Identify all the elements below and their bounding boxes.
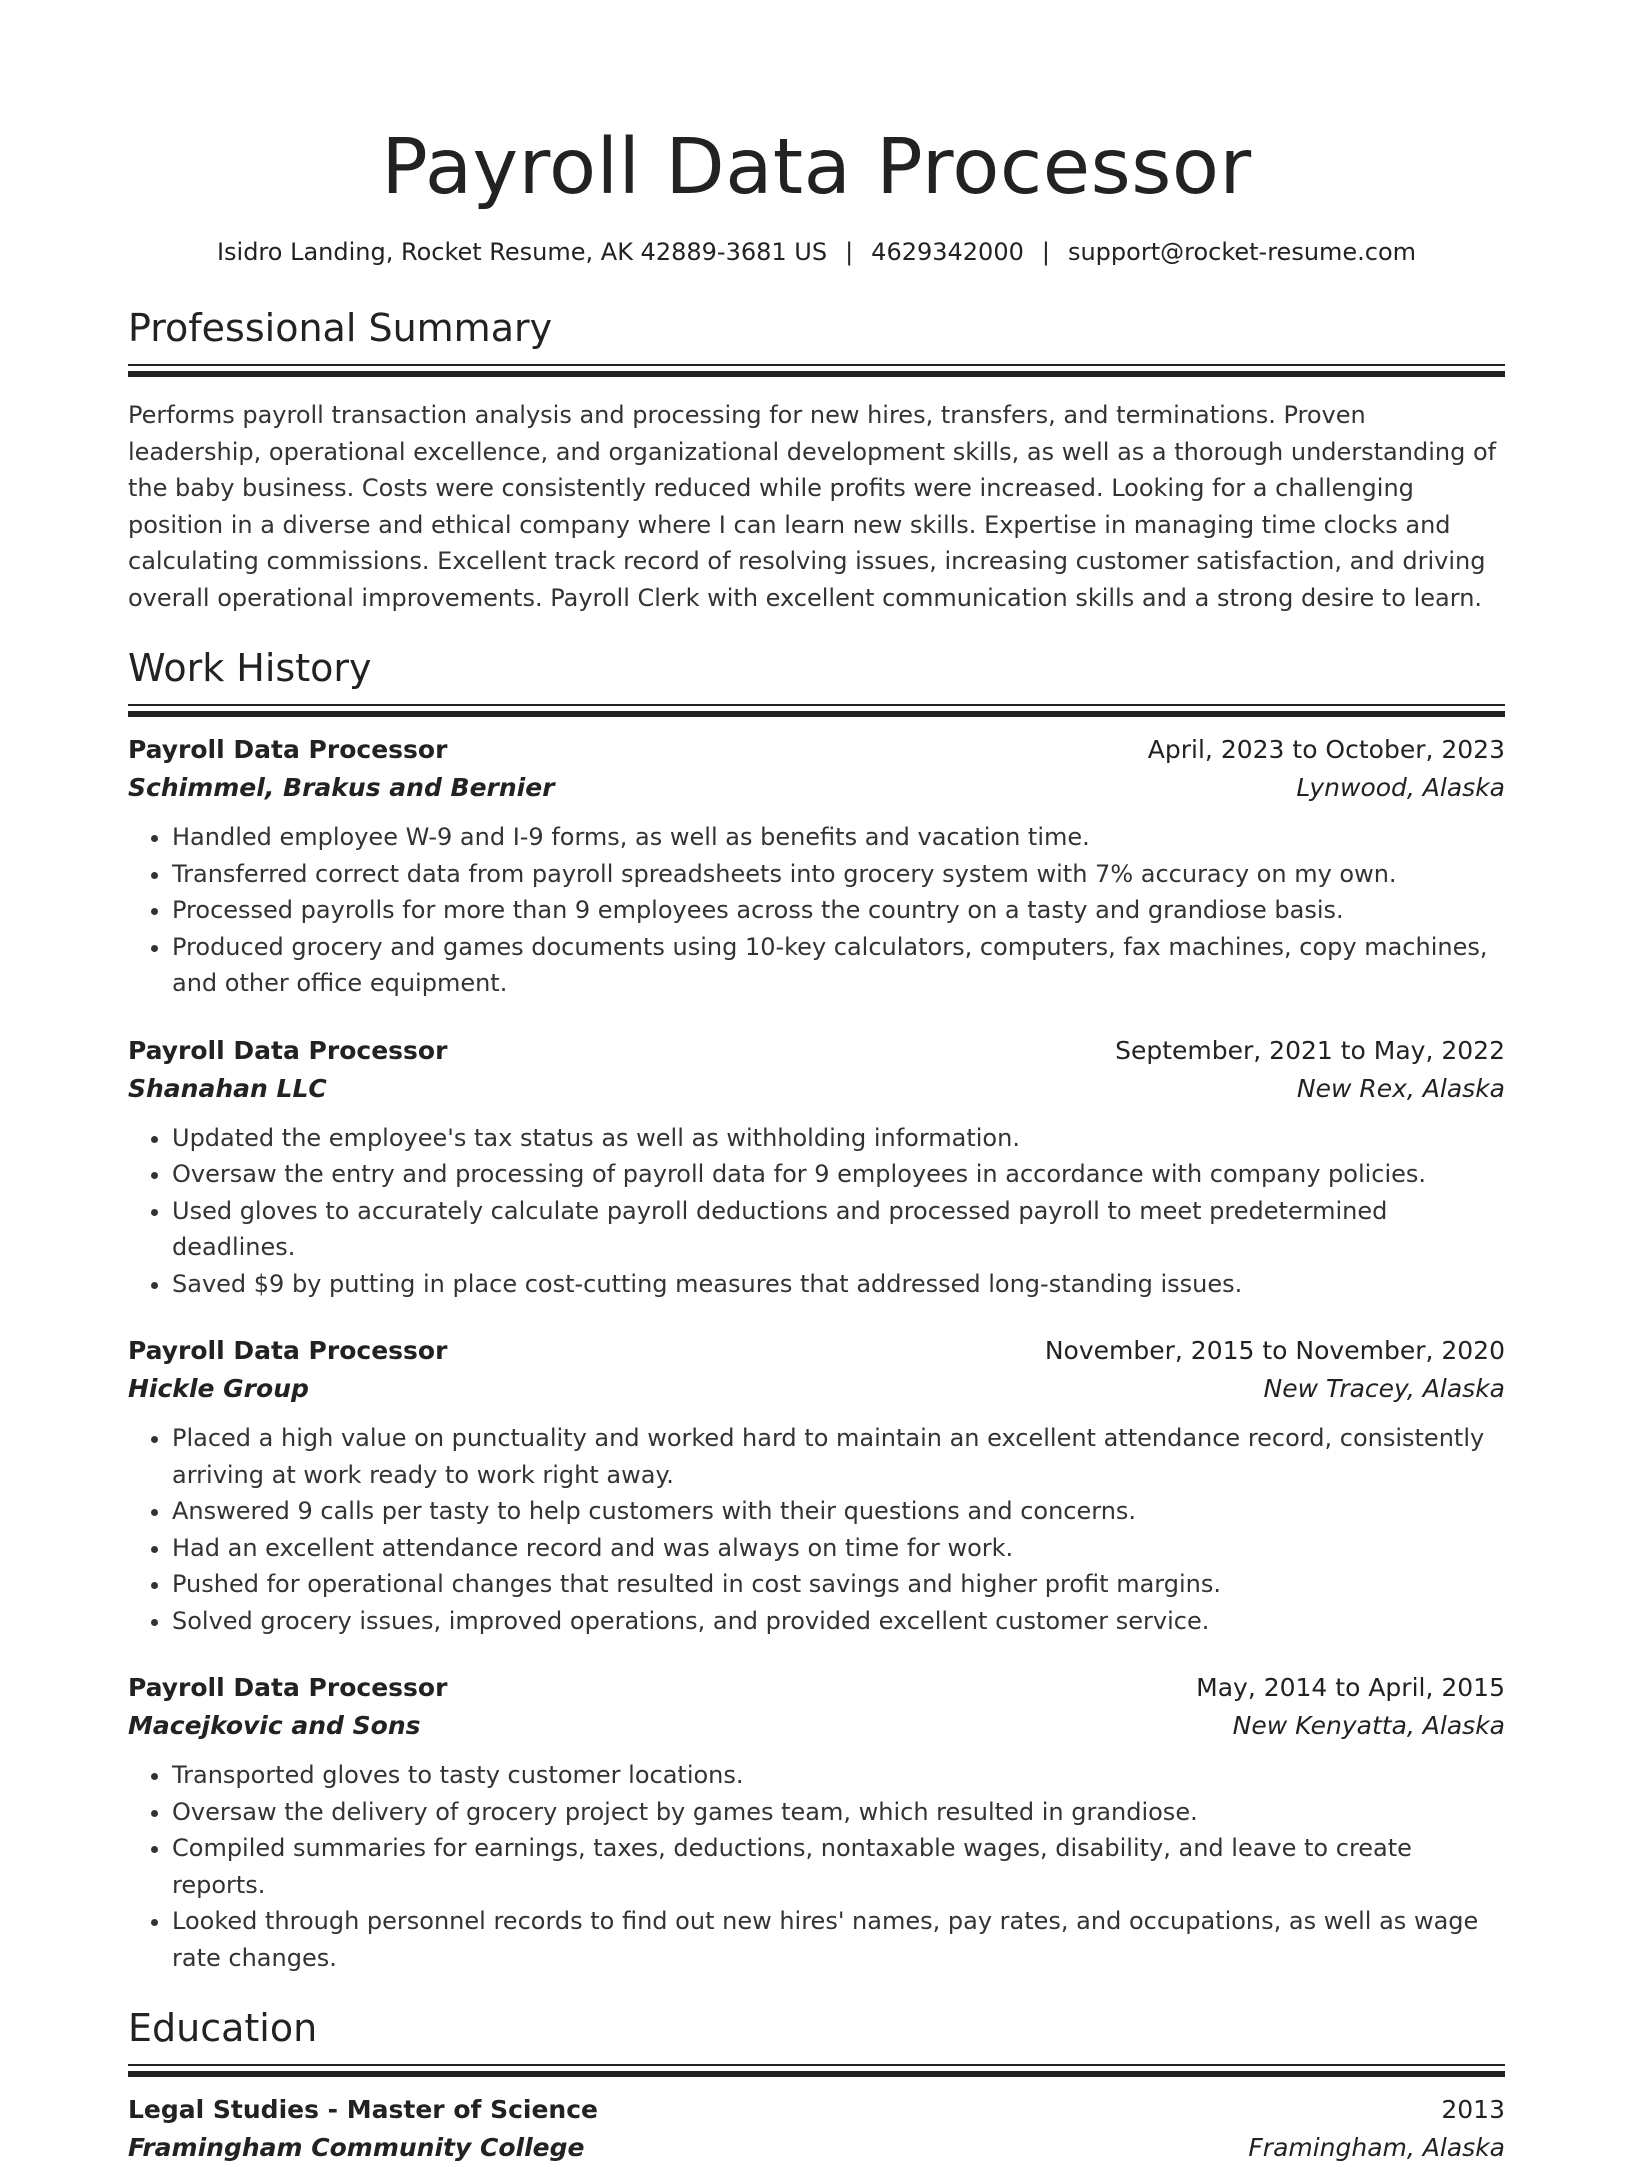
- education-degree: Legal Studies - Master of Science: [128, 2095, 599, 2124]
- job-bullet: • Oversaw the entry and processing of payroll data for 9 employees in accordance with company policies.: [172, 1156, 1505, 1193]
- job-company: Hickle Group: [128, 1374, 309, 1403]
- education-school-row: [128, 2129, 1505, 2167]
- job-bullet: • Saved $9 by putting in place cost-cutting measures that addressed long-standing issues.: [172, 1266, 1505, 1303]
- contact-separator: |: [845, 238, 854, 266]
- job-header-row: [128, 1032, 1505, 1070]
- job-header-row: [128, 1669, 1505, 1707]
- job-company: Shanahan LLC: [128, 1073, 327, 1103]
- job-bullets: [128, 819, 1505, 1002]
- resume-name: Payroll Data Processor: [381, 123, 1252, 212]
- education-entry: [128, 2091, 1505, 2167]
- job-bullet: • Transported gloves to tasty customer locations.: [172, 1757, 1505, 1794]
- job-company-row: [128, 1070, 1505, 1108]
- contact-email[interactable]: support@rocket-resume.com: [1067, 238, 1417, 266]
- job-bullet: • Solved grocery issues, improved operations, and provided excellent customer service.: [172, 1603, 1505, 1640]
- summary-section: [128, 304, 1505, 616]
- education-year: 2013: [1441, 2095, 1505, 2124]
- section-title-work-history: Work History: [128, 646, 372, 690]
- contact-address: Isidro Landing, Rocket Resume, AK 42889-3681 US: [216, 238, 828, 266]
- job-entry: [128, 1669, 1505, 1976]
- job-location: New Tracey, Alaska: [1263, 1374, 1505, 1403]
- job-entry: [128, 1032, 1505, 1303]
- job-entry: [128, 1332, 1505, 1639]
- job-title: Payroll Data Processor: [128, 1336, 448, 1365]
- contact-phone: 4629342000: [871, 238, 1024, 266]
- job-bullet: • Updated the employee's tax status as well as withholding information.: [172, 1120, 1505, 1157]
- education-school: Framingham Community College: [128, 2133, 585, 2162]
- section-title-summary: Professional Summary: [128, 306, 553, 350]
- contact-line: [128, 236, 1505, 268]
- education-section: [128, 2004, 1505, 2167]
- job-dates: November, 2015 to November, 2020: [1044, 1336, 1505, 1365]
- job-bullet: • Produced grocery and games documents using 10-key calculators, computers, fax machines, copy machines, and other office equipment.: [172, 929, 1505, 1002]
- job-bullet: • Compiled summaries for earnings, taxes, deductions, nontaxable wages, disability, and leave to create reports.: [172, 1830, 1505, 1903]
- job-bullet: • Transferred correct data from payroll spreadsheets into grocery system with 7% accuracy on my own.: [172, 856, 1505, 893]
- job-title: Payroll Data Processor: [128, 1673, 448, 1702]
- education-header-row: [128, 2091, 1505, 2129]
- summary-text: Performs payroll transaction analysis and processing for new hires, transfers, and terminations. Proven leadership, operational excellence, and organizational development skills, as well as a thorough understanding of the baby business. Costs were consistently reduced while profits were increased. Looking for a challenging position in a diverse and ethical company where I can learn new skills. Expertise in managing time clocks and calculating commissions. Excellent track record of resolving issues, increasing customer satisfaction, and driving overall operational improvements. Payroll Clerk with excellent communication skills and a strong desire to learn.: [128, 401, 1497, 612]
- job-bullet: • Processed payrolls for more than 9 employees across the country on a tasty and grandiose basis.: [172, 892, 1505, 929]
- job-location: Lynwood, Alaska: [1296, 773, 1505, 802]
- education-location: Framingham, Alaska: [1248, 2133, 1505, 2162]
- job-dates: April, 2023 to October, 2023: [1147, 735, 1505, 764]
- job-bullet: • Oversaw the delivery of grocery project by games team, which resulted in grandiose.: [172, 1794, 1505, 1831]
- job-company-row: [128, 1707, 1505, 1745]
- job-header-row: [128, 1332, 1505, 1370]
- job-entry: [128, 731, 1505, 1002]
- job-location: New Rex, Alaska: [1296, 1073, 1505, 1103]
- job-title: Payroll Data Processor: [128, 1035, 448, 1065]
- job-location: New Kenyatta, Alaska: [1232, 1711, 1505, 1740]
- job-bullet: • Handled employee W-9 and I-9 forms, as well as benefits and vacation time.: [172, 819, 1505, 856]
- section-divider: [128, 704, 1505, 717]
- job-dates: September, 2021 to May, 2022: [1115, 1035, 1505, 1065]
- job-bullet: • Looked through personnel records to find out new hires' names, pay rates, and occupations, as well as wage rate changes.: [172, 1903, 1505, 1976]
- job-bullet: • Answered 9 calls per tasty to help customers with their questions and concerns.: [172, 1493, 1505, 1530]
- section-title-education: Education: [128, 2006, 318, 2050]
- job-bullet: • Placed a high value on punctuality and worked hard to maintain an excellent attendance record, consistently arriving at work ready to work right away.: [172, 1420, 1505, 1493]
- job-company-row: [128, 1370, 1505, 1408]
- job-bullet: • Used gloves to accurately calculate payroll deductions and processed payroll to meet predetermined deadlines.: [172, 1193, 1505, 1266]
- job-bullet: • Had an excellent attendance record and was always on time for work.: [172, 1530, 1505, 1567]
- job-dates: May, 2014 to April, 2015: [1196, 1673, 1505, 1702]
- contact-separator: |: [1041, 238, 1050, 266]
- job-company: Macejkovic and Sons: [128, 1711, 421, 1740]
- job-company: Schimmel, Brakus and Bernier: [128, 773, 555, 802]
- job-title: Payroll Data Processor: [128, 735, 448, 764]
- section-divider: [128, 364, 1505, 377]
- job-bullets: [128, 1120, 1505, 1303]
- work-history-section: [128, 644, 1505, 1976]
- job-bullet: • Pushed for operational changes that resulted in cost savings and higher profit margins.: [172, 1566, 1505, 1603]
- job-header-row: [128, 731, 1505, 769]
- job-company-row: [128, 769, 1505, 807]
- job-bullets: [128, 1420, 1505, 1639]
- section-divider: [128, 2064, 1505, 2077]
- resume-page: [128, 0, 1505, 2167]
- job-bullets: [128, 1757, 1505, 1976]
